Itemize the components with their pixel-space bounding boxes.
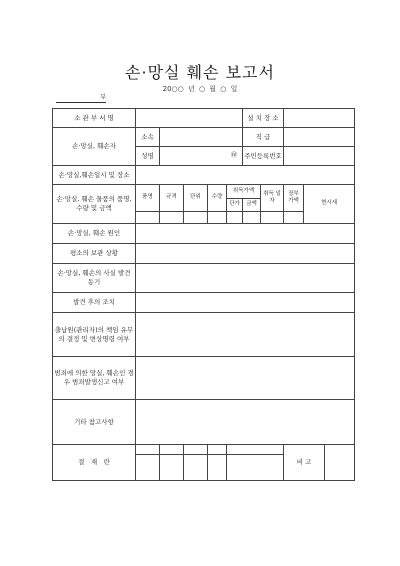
amount-cell[interactable]	[243, 212, 261, 224]
row-action	[53, 293, 355, 313]
other-value[interactable]	[136, 400, 355, 445]
date-place-label: 손·망실,훼손일시 및 장소	[53, 166, 136, 185]
row-date-place	[53, 166, 355, 185]
item-name-header: 품명	[136, 185, 160, 212]
row-approval-top	[53, 445, 355, 455]
unit-cell[interactable]	[184, 212, 208, 224]
row-responsibility	[53, 313, 355, 357]
items-label: 손·망실, 훼손 물품의 품명, 수량 및 금액	[53, 185, 136, 224]
name-value[interactable]	[160, 147, 243, 166]
row-cause	[53, 224, 355, 244]
spec-header: 규격	[160, 185, 184, 212]
name-label: 성명	[136, 147, 160, 166]
approval-title-3[interactable]	[184, 445, 208, 455]
row-dept	[53, 109, 355, 128]
row-other	[53, 400, 355, 445]
cause-value[interactable]	[136, 224, 355, 244]
approval-title-4[interactable]	[208, 445, 227, 455]
row-custody	[53, 244, 355, 264]
report-date: 20○○ 년 ○ 월 ○ 일	[162, 85, 238, 93]
discovery-value[interactable]	[136, 264, 355, 293]
book-value-cell[interactable]	[284, 212, 304, 224]
dept-name-label: 소 관 부 서 명	[53, 109, 136, 128]
position-value[interactable]	[284, 128, 355, 147]
row-discovery	[53, 264, 355, 293]
approval-sign-3[interactable]	[184, 455, 208, 481]
approval-sign-2[interactable]	[160, 455, 184, 481]
approval-title-5[interactable]	[227, 445, 284, 455]
affiliation-value[interactable]	[160, 128, 243, 147]
seal-mark: ㊞	[231, 151, 238, 159]
crime-label: 범죄에 의한 망실, 훼손인 경우 범죄발생신고 여부	[53, 357, 136, 400]
current-price-header: 현시세	[304, 185, 355, 224]
responsibility-label: 출납원(관리자)의 책임 유무의 결정 및 변상명령 여부	[53, 313, 136, 357]
crime-value[interactable]	[136, 357, 355, 400]
spec-cell[interactable]	[160, 212, 184, 224]
department-field: 부	[56, 92, 106, 103]
unit-price-cell[interactable]	[227, 212, 243, 224]
row-affiliation	[53, 128, 355, 147]
position-label: 직 급	[243, 128, 284, 147]
approval-sign-5[interactable]	[227, 455, 284, 481]
approval-sign-1[interactable]	[136, 455, 160, 481]
dept-name-value[interactable]	[136, 109, 243, 128]
custody-value[interactable]	[136, 244, 355, 264]
report-form-table	[52, 108, 355, 481]
affiliation-label: 소속	[136, 128, 160, 147]
qty-header: 수량	[208, 185, 227, 212]
date-place-value[interactable]	[136, 166, 355, 185]
responsibility-value[interactable]	[136, 313, 355, 357]
row-items-header-1	[53, 185, 355, 199]
custody-label: 평소의 보관 상황	[53, 244, 136, 264]
item-name-cell[interactable]	[136, 212, 160, 224]
location-label: 설 치 장 소	[243, 109, 284, 128]
acq-date-header: 취득 일자	[261, 185, 284, 212]
remarks-value[interactable]	[325, 445, 355, 481]
cause-label: 손·망실, 훼손 원인	[53, 224, 136, 244]
page-title: 손·망실 훼손 보고서	[125, 63, 275, 82]
action-label: 발견 후의 조치	[53, 293, 136, 313]
discovery-label: 손·망실, 훼손의 사실 발견 동기	[53, 264, 136, 293]
approval-title-2[interactable]	[160, 445, 184, 455]
row-crime	[53, 357, 355, 400]
id-number-label: 주민등록번호	[243, 147, 284, 166]
amount-header: 금액	[243, 199, 261, 212]
other-label: 기타 참고사항	[53, 400, 136, 445]
acq-value-header: 취득가액	[227, 185, 261, 199]
book-value-header: 장부 가액	[284, 185, 304, 212]
remarks-label: 비 고	[284, 445, 325, 481]
approval-title-1[interactable]	[136, 445, 160, 455]
unit-header: 단위	[184, 185, 208, 212]
action-value[interactable]	[136, 293, 355, 313]
approval-sign-4[interactable]	[208, 455, 227, 481]
loss-person-label: 손·망실, 훼손자	[53, 128, 136, 166]
location-value[interactable]	[284, 109, 355, 128]
unit-price-header: 단가	[227, 199, 243, 212]
qty-cell[interactable]	[208, 212, 227, 224]
id-number-value[interactable]	[284, 147, 355, 166]
acq-date-cell[interactable]	[261, 212, 284, 224]
approval-label: 결 재 란	[53, 445, 136, 481]
